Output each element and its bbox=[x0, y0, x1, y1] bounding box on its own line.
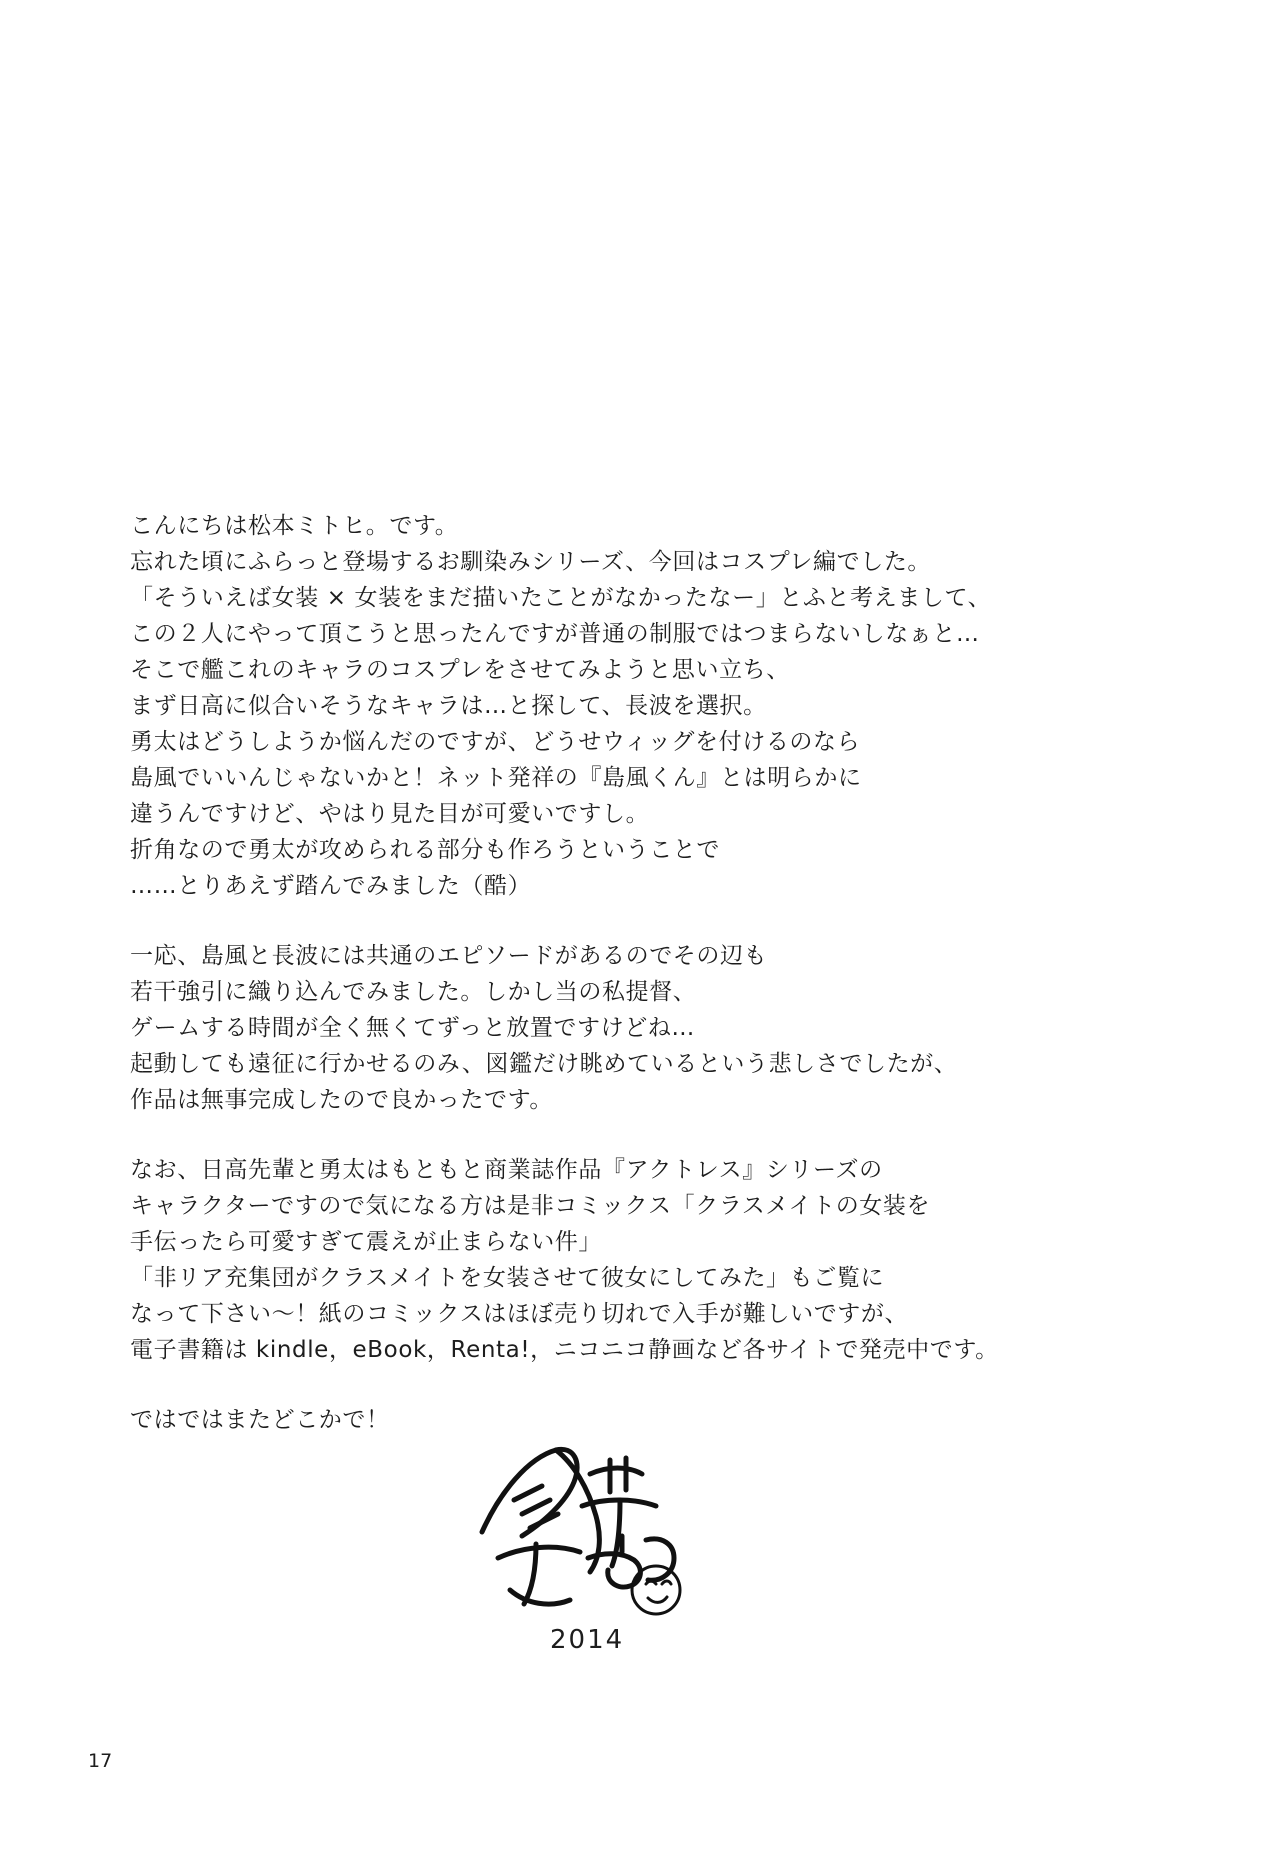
paragraph-1 bbox=[130, 508, 1190, 904]
text-line: なお、日高先輩と勇太はもともと商業誌作品『アクトレス』シリーズの bbox=[130, 1157, 883, 1183]
artist-signature bbox=[470, 1440, 710, 1670]
text-line: 「非リア充集団がクラスメイトを女装させて彼女にしてみた」もご覧に bbox=[130, 1265, 885, 1291]
text-line: 一応、島風と長波には共通のエピソードがあるのでその辺も bbox=[130, 943, 768, 969]
text-line: 手伝ったら可愛すぎて震えが止まらない件」 bbox=[130, 1229, 602, 1255]
text-line: 「そういえば女装 × 女装をまだ描いたことがなかったなー」とふと考えまして、 bbox=[130, 585, 992, 611]
text-line: まず日高に似合いそうなキャラは…と探して、長波を選択。 bbox=[130, 693, 767, 719]
text-line: なって下さい〜！紙のコミックスはほぼ売り切れで入手が難しいですが、 bbox=[130, 1301, 909, 1327]
text-line: この２人にやって頂こうと思ったんですが普通の制服ではつまらないしなぁと… bbox=[130, 621, 980, 647]
signature-mark bbox=[470, 1440, 710, 1640]
text-line: ゲームする時間が全く無くてずっと放置ですけどね… bbox=[130, 1015, 696, 1041]
text-line: 折角なので勇太が攻められる部分も作ろうということで bbox=[130, 837, 720, 863]
page-number: 17 bbox=[88, 1750, 113, 1772]
text-line: 違うんですけど、やはり見た目が可愛いですし。 bbox=[130, 801, 650, 827]
signature-year: 2014 bbox=[550, 1625, 625, 1655]
paragraph-4 bbox=[130, 1402, 1190, 1438]
text-line: 忘れた頃にふらっと登場するお馴染みシリーズ、今回はコスプレ編でした。 bbox=[130, 549, 932, 575]
paragraph-3 bbox=[130, 1152, 1190, 1368]
afterword-text-block bbox=[130, 508, 1190, 1438]
text-line: 起動しても遠征に行かせるのみ、図鑑だけ眺めているという悲しさでしたが、 bbox=[130, 1051, 958, 1077]
text-line: 島風でいいんじゃないかと！ネット発祥の『島風くん』とは明らかに bbox=[130, 765, 862, 791]
text-line: 作品は無事完成したので良かったです。 bbox=[130, 1087, 553, 1113]
text-line: こんにちは松本ミトヒ。です。 bbox=[130, 513, 459, 539]
text-line: ……とりあえず踏んでみました（酷） bbox=[130, 873, 532, 899]
text-line: ではではまたどこかで！ bbox=[130, 1407, 390, 1433]
text-line: 若干強引に織り込んでみました。しかし当の私提督、 bbox=[130, 979, 697, 1005]
paragraph-2 bbox=[130, 938, 1190, 1118]
text-line: 電子書籍は kindle，eBook，Renta!，ニコニコ静画など各サイトで発売中です。 bbox=[130, 1337, 999, 1363]
text-line: キャラクターですので気になる方は是非コミックス「クラスメイトの女装を bbox=[130, 1193, 931, 1219]
text-line: 勇太はどうしようか悩んだのですが、どうせウィッグを付けるのなら bbox=[130, 729, 861, 755]
text-line: そこで艦これのキャラのコスプレをさせてみようと思い立ち、 bbox=[130, 657, 790, 683]
